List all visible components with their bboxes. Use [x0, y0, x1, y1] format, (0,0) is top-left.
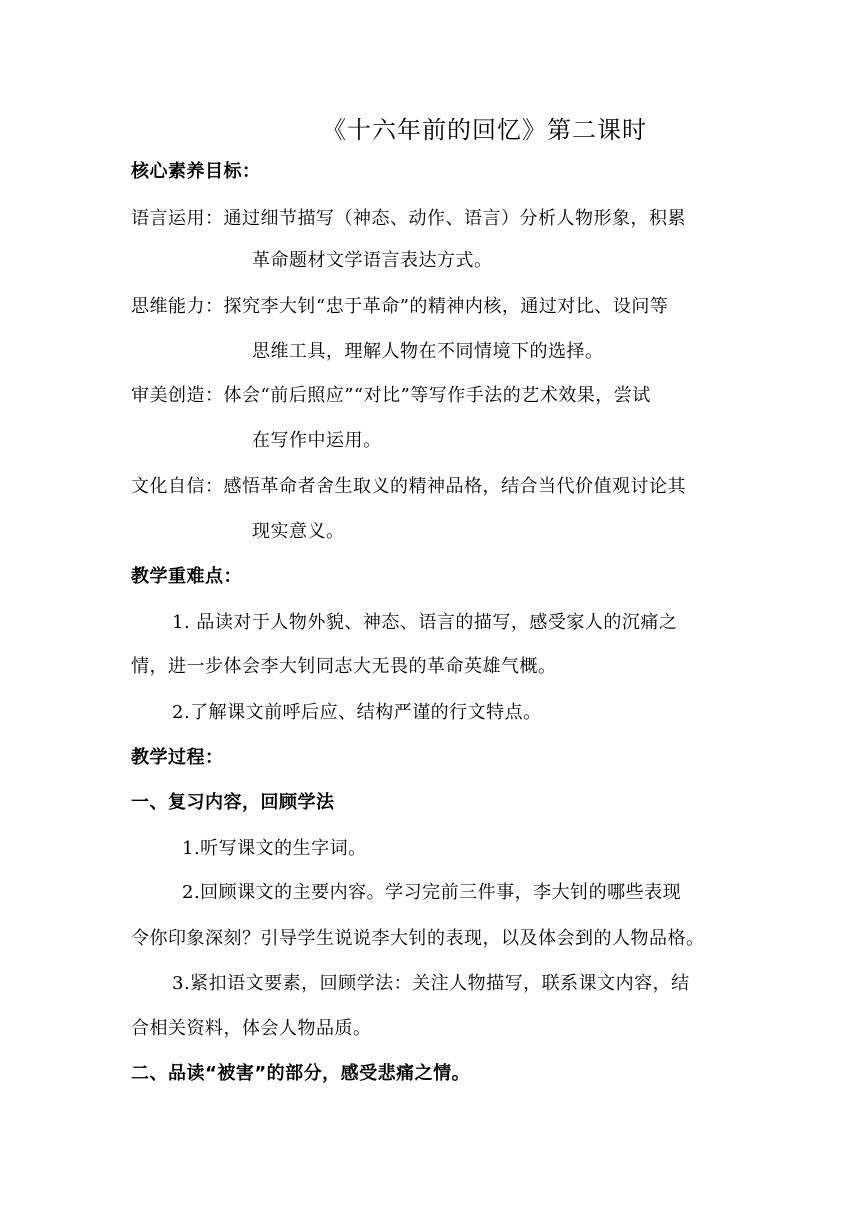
goal-text: 通过细节描写（神态、动作、语言）分析人物形象，积累 [223, 208, 686, 229]
goal-text-continued: 现实意义。 [252, 521, 345, 542]
section-2-heading: 二、品读“被害”的部分，感受悲痛之情。 [131, 1063, 471, 1084]
goal-text: 探究李大钊“忠于革命”的精神内核，通过对比、设问等 [223, 296, 669, 317]
goal-label: 语言运用： [131, 208, 224, 229]
section-1-item-2: 2.回顾课文的主要内容。学习完前三件事，李大钊的哪些表现 [182, 882, 682, 903]
process-heading: 教学过程： [131, 747, 224, 768]
key-point-1-continued: 情，进一步体会李大钊同志大无畏的革命英雄气概。 [131, 656, 557, 677]
page-title: 《十六年前的回忆》第二课时 [322, 116, 647, 144]
section-1-item-1: 1.听写课文的生字词。 [182, 838, 367, 859]
goal-text-continued: 思维工具，理解人物在不同情境下的选择。 [252, 341, 604, 362]
key-point-1: 1. 品读对于人物外貌、神态、语言的描写，感受家人的沉痛之 [172, 612, 678, 633]
key-points-heading: 教学重难点： [131, 566, 242, 587]
key-point-2: 2.了解课文前呼后应、结构严谨的行文特点。 [172, 702, 542, 723]
section-1-item-3: 3.紧扣语文要素，回顾学法：关注人物描写，联系课文内容，结 [172, 973, 690, 994]
section-1-heading: 一、复习内容，回顾学法 [131, 792, 335, 813]
goal-text: 感悟革命者舍生取义的精神品格，结合当代价值观讨论其 [223, 476, 686, 497]
goal-label: 思维能力： [131, 296, 224, 317]
goal-item [131, 295, 668, 319]
goal-label: 文化自信： [131, 476, 224, 497]
section-1-item-3-continued: 合相关资料，体会人物品质。 [131, 1018, 372, 1039]
goal-text: 体会“前后照应”“对比”等写作手法的艺术效果，尝试 [223, 385, 651, 406]
goal-item [131, 207, 686, 231]
goal-item [131, 384, 651, 408]
section-1-item-2-continued: 令你印象深刻？引导学生说说李大钊的表现，以及体会到的人物品格。 [131, 928, 705, 949]
goal-item [131, 475, 686, 499]
core-goals-heading: 核心素养目标： [131, 161, 261, 182]
goal-text-continued: 在写作中运用。 [252, 430, 382, 451]
goal-label: 审美创造： [131, 385, 224, 406]
goal-text-continued: 革命题材文学语言表达方式。 [252, 250, 493, 271]
